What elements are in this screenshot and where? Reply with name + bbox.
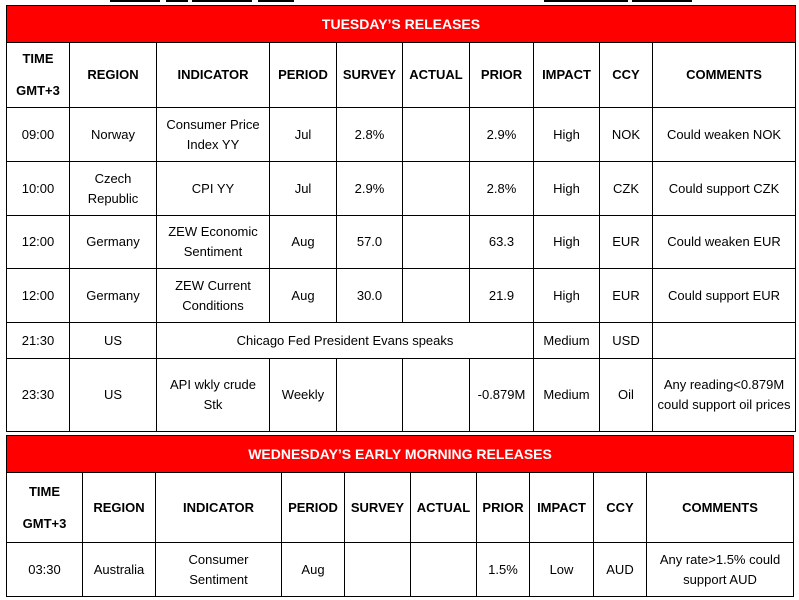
table-row [7,162,796,216]
tuesday-releases-table [6,5,796,432]
cell-impact: Medium [534,359,600,432]
cell-impact: Low [530,543,594,597]
header-indicator: INDICATOR [157,43,270,108]
header-survey: SURVEY [345,473,411,543]
table-row [7,108,796,162]
header-ccy: CCY [600,43,653,108]
table-row [7,269,796,323]
cell-survey: 30.0 [337,269,403,323]
cell-impact: High [534,216,600,269]
header-period: PERIOD [282,473,345,543]
cell-actual [403,162,470,216]
header-time-zone: GMT+3 [16,83,60,98]
cell-region: Germany [70,269,157,323]
header-prior: PRIOR [477,473,530,543]
cell-actual [411,543,477,597]
cell-comments: Could support CZK [653,162,796,216]
cell-time: 09:00 [7,108,70,162]
cell-prior: -0.879M [470,359,534,432]
table-row [7,216,796,269]
cell-indicator: ZEW Current Conditions [157,269,270,323]
cell-survey: 57.0 [337,216,403,269]
header-time-zone: GMT+3 [22,515,67,531]
cell-prior: 21.9 [470,269,534,323]
cell-comments: Could weaken EUR [653,216,796,269]
tuesday-header-row [7,43,796,108]
cell-comments: Any reading<0.879M could support oil prices [653,359,796,432]
wednesday-title: WEDNESDAY’S EARLY MORNING RELEASES [7,436,794,473]
cell-indicator: CPI YY [157,162,270,216]
cell-ccy: EUR [600,216,653,269]
cell-region: US [70,359,157,432]
table-row [7,543,794,597]
header-time [7,43,70,108]
header-impact: IMPACT [534,43,600,108]
header-period: PERIOD [270,43,337,108]
cell-time: 21:30 [7,323,70,359]
header-actual: ACTUAL [411,473,477,543]
header-actual: ACTUAL [403,43,470,108]
wednesday-releases-table [6,435,794,597]
cell-ccy: AUD [594,543,647,597]
cell-region: Australia [83,543,156,597]
cell-region: Norway [70,108,157,162]
header-prior: PRIOR [470,43,534,108]
cell-region: Czech Republic [70,162,157,216]
cell-time: 10:00 [7,162,70,216]
cell-comments: Any rate>1.5% could support AUD [647,543,794,597]
table-row [7,359,796,432]
cell-actual [403,216,470,269]
cell-prior: 2.9% [470,108,534,162]
cell-time: 12:00 [7,269,70,323]
cell-survey: 2.9% [337,162,403,216]
cell-comments [653,323,796,359]
cell-prior: 63.3 [470,216,534,269]
cell-actual [403,269,470,323]
table-row-speech [7,323,796,359]
cell-time: 03:30 [7,543,83,597]
header-comments: COMMENTS [653,43,796,108]
header-impact: IMPACT [530,473,594,543]
header-time-label: TIME [28,483,61,499]
cell-ccy: USD [600,323,653,359]
tuesday-title: TUESDAY’S RELEASES [7,6,796,43]
cell-actual [403,108,470,162]
cell-impact: High [534,162,600,216]
cell-survey [337,359,403,432]
header-ccy: CCY [594,473,647,543]
cell-period: Jul [270,108,337,162]
cell-impact: High [534,108,600,162]
cell-comments: Could support EUR [653,269,796,323]
cell-time: 23:30 [7,359,70,432]
cell-region: Germany [70,216,157,269]
cell-indicator: Consumer Sentiment [156,543,282,597]
wednesday-header-row [7,473,794,543]
header-comments: COMMENTS [647,473,794,543]
header-survey: SURVEY [337,43,403,108]
cell-ccy: EUR [600,269,653,323]
cell-indicator: API wkly crude Stk [157,359,270,432]
cell-comments: Could weaken NOK [653,108,796,162]
cell-prior: 1.5% [477,543,530,597]
cell-survey: 2.8% [337,108,403,162]
cell-period: Weekly [270,359,337,432]
cell-actual [403,359,470,432]
header-region: REGION [83,473,156,543]
cell-impact: Medium [534,323,600,359]
cell-period: Aug [270,269,337,323]
cell-indicator: ZEW Economic Sentiment [157,216,270,269]
cell-period: Aug [270,216,337,269]
header-indicator: INDICATOR [156,473,282,543]
cell-ccy: Oil [600,359,653,432]
header-region: REGION [70,43,157,108]
cell-indicator: Consumer Price Index YY [157,108,270,162]
cell-period: Jul [270,162,337,216]
cell-region: US [70,323,157,359]
cell-survey [345,543,411,597]
header-time-label: TIME [22,51,54,66]
cell-impact: High [534,269,600,323]
cell-event: Chicago Fed President Evans speaks [157,323,534,359]
cell-period: Aug [282,543,345,597]
cell-prior: 2.8% [470,162,534,216]
header-time [7,473,83,543]
cell-ccy: NOK [600,108,653,162]
cell-time: 12:00 [7,216,70,269]
cell-ccy: CZK [600,162,653,216]
